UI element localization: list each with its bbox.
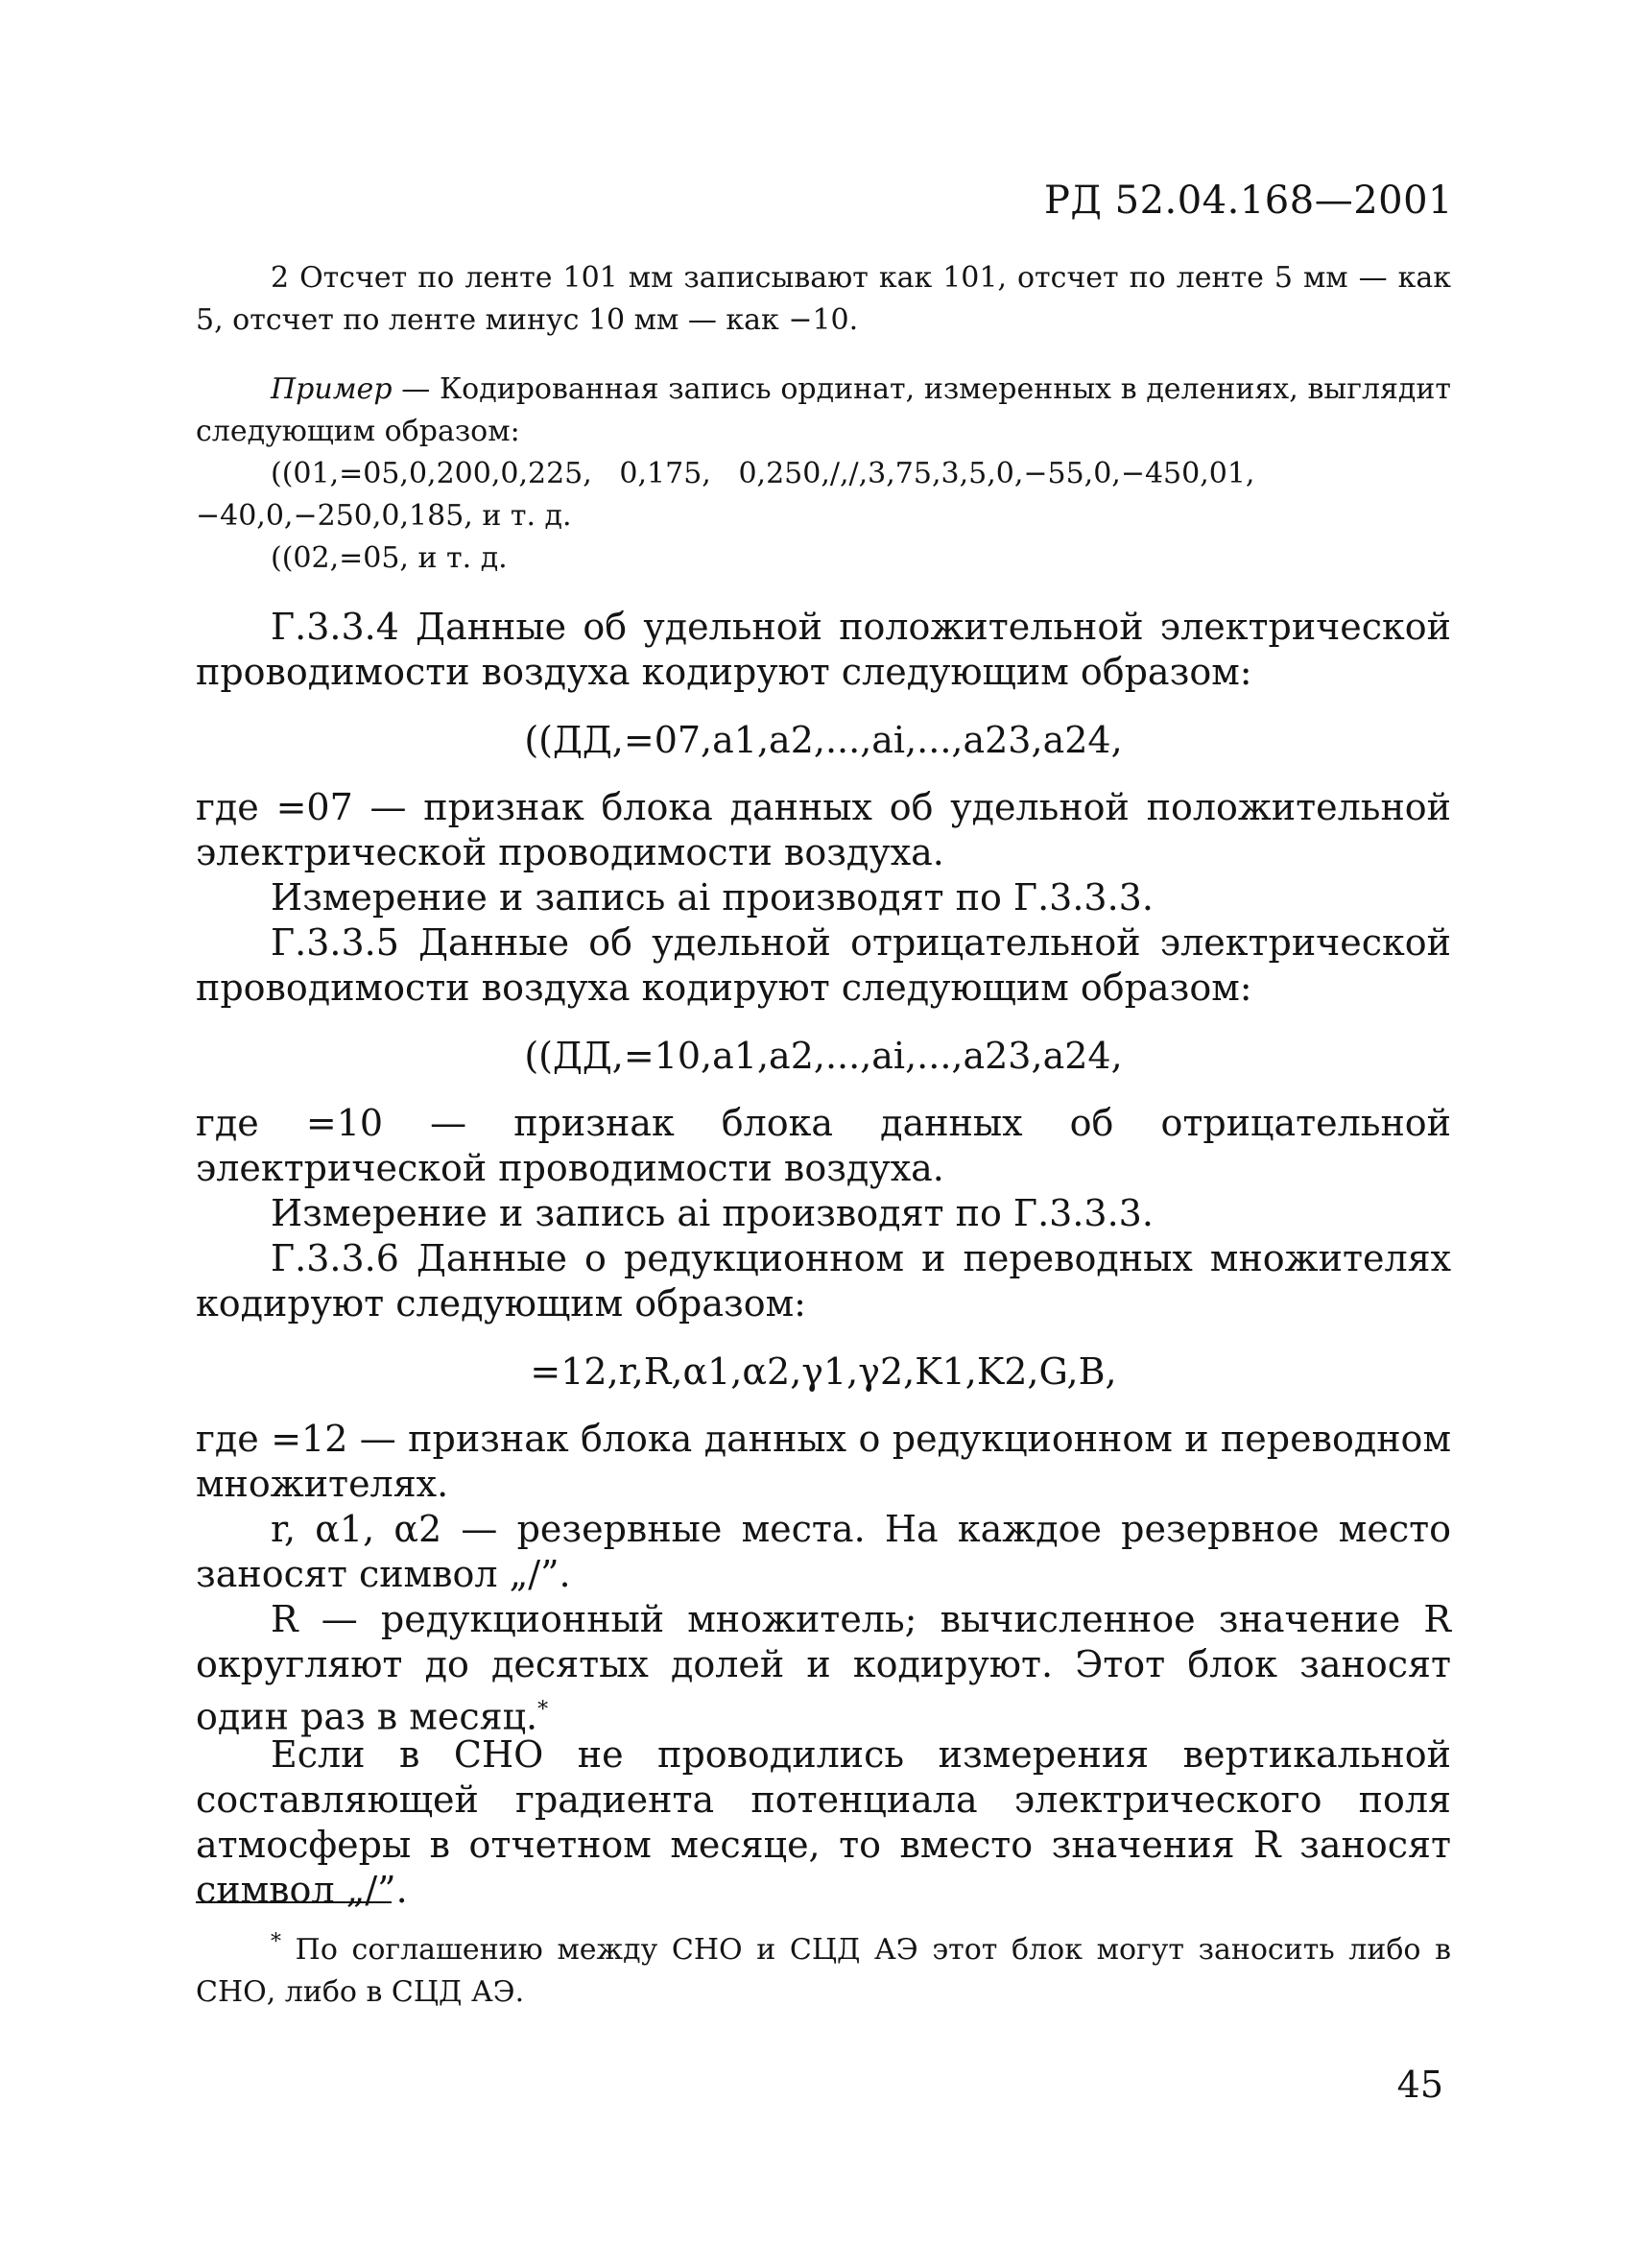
document-header: РД 52.04.168—2001 (1043, 179, 1453, 223)
section-g336: Г.3.3.6 Данные о редукционном и переводных множителях кодируют следующим образом: (196, 1237, 1451, 1325)
example-text: — Кодированная запись ординат, измеренных в делениях, выглядит следующим образом: (196, 372, 1451, 448)
section-g335: Г.3.3.5 Данные об удельной отрицательной электрической проводимости воздуха кодируют следующим образом: (196, 921, 1451, 1009)
where-g336: где =12 — признак блока данных о редукционном и переводном множителях. (196, 1418, 1451, 1505)
page-number: 45 (1396, 2064, 1443, 2106)
example-line-3: ((02,=05, и т. д. (271, 541, 508, 575)
example-line-1: ((01,=05,0,200,0,225, 0,175, 0,250,/,/,3,75,3,5,0,−55,0,−450,01, (271, 457, 1255, 490)
formula-g336: =12,r,R,α1,α2,γ1,γ2,K1,K2,G,B, (530, 1350, 1117, 1393)
where-g334: где =07 — признак блока данных об удельной положительной электрической проводимости воздуха. (196, 786, 1451, 873)
footnote-divider (196, 1901, 392, 1903)
measure-g335: Измерение и запись ai производят по Г.3.3.3. (271, 1192, 1154, 1234)
section-g334: Г.3.3.4 Данные об удельной положительной электрической проводимости воздуха кодируют следующим образом: (196, 606, 1451, 693)
reduction-factor (196, 1597, 1451, 1740)
footnote (196, 1922, 1451, 2014)
where-g335: где =10 — признак блока данных об отрицательной электрической проводимости воздуха. (196, 1102, 1451, 1189)
footnote-text: По соглашению между СНО и СЦД АЭ этот блок могут заносить либо в СНО, либо в СЦД АЭ. (196, 1933, 1452, 2009)
reserve-places: r, α1, α2 — резервные места. На каждое резервное место заносят символ „/”. (196, 1508, 1451, 1595)
footnote-marker: * (537, 1698, 549, 1722)
example-intro (196, 369, 1451, 453)
note-2: 2 Отсчет по ленте 101 мм записывают как 101, отсчет по ленте 5 мм — как 5, отсчет по ленте минус 10 мм — как −10. (196, 261, 1451, 337)
example-label: Пример (271, 372, 393, 406)
example-block (196, 369, 1451, 580)
no-measurement-note: Если в СНО не проводились измерения вертикальной составляющей градиента потенциала электрического поля атмосферы в отчетном месяце, то вместо значения R заносят символ „/”. (196, 1733, 1451, 1911)
reduction-factor-text: R — редукционный множитель; вычисленное значение R округляют до десятых долей и кодируют. Этот блок заносят один раз в месяц. (196, 1598, 1451, 1738)
formula-g334: ((ДД,=07,a1,a2,...,ai,...,a23,a24, (524, 719, 1123, 761)
example-line-2: −40,0,−250,0,185, и т. д. (196, 499, 572, 533)
formula-g335: ((ДД,=10,a1,a2,...,ai,...,a23,a24, (524, 1035, 1123, 1077)
footnote-asterisk: * (271, 1930, 281, 1954)
measure-g334: Измерение и запись ai производят по Г.3.3.3. (271, 876, 1154, 919)
